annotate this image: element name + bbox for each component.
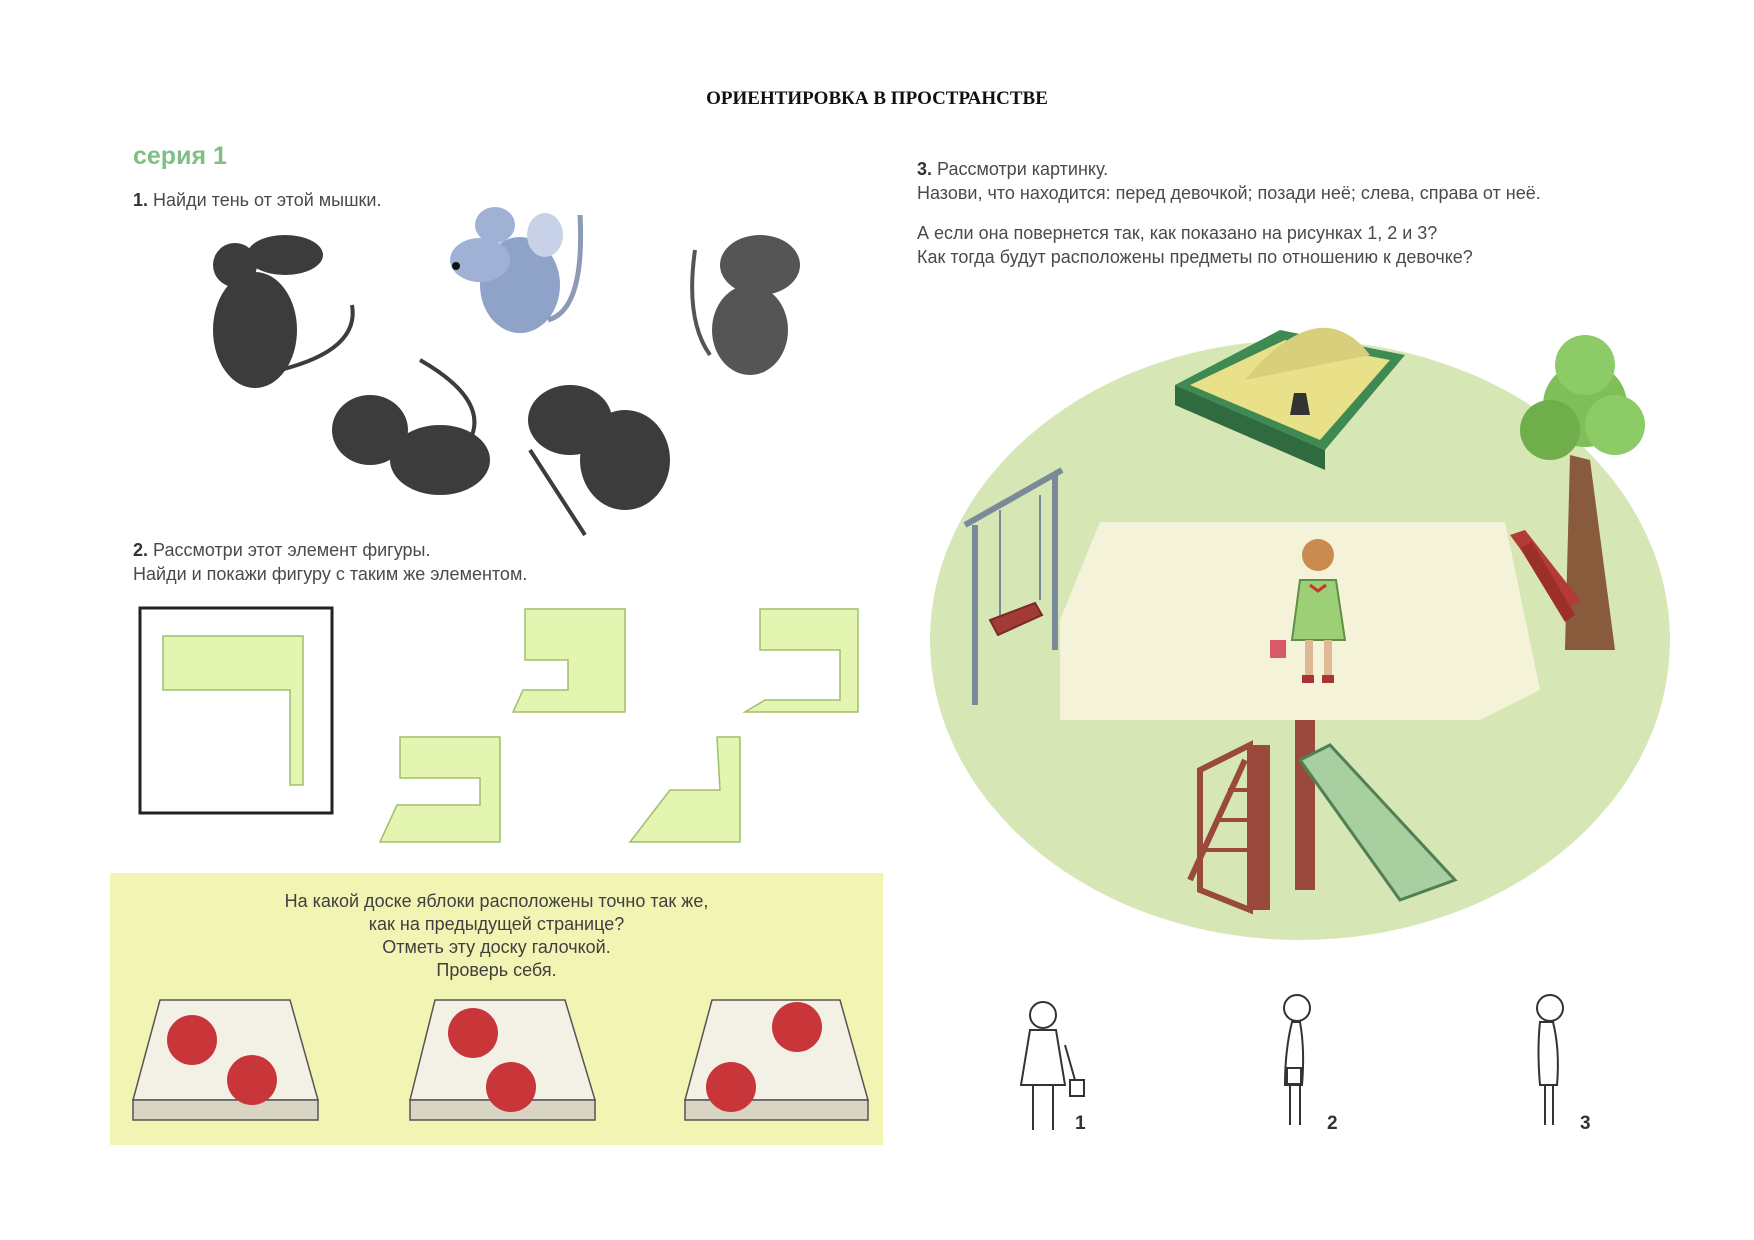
task-1-text: Найди тень от этой мышки. xyxy=(153,190,382,210)
pose-label-3: 3 xyxy=(1580,1113,1591,1134)
apple-task-line-1: На какой доске яблоки расположены точно так же, xyxy=(284,891,709,911)
pose-label-1: 1 xyxy=(1075,1113,1086,1134)
task-3-line-2: Назови, что находится: перед девочкой; позади неё; слева, справа от неё. xyxy=(917,183,1541,203)
task-3-line-4: Как тогда будут расположены предметы по отношению к девочке? xyxy=(917,247,1473,267)
task-1-number: 1. xyxy=(133,190,149,210)
task-3-line-1: Рассмотри картинку. xyxy=(937,159,1109,179)
task-3-line-3: А если она повернется так, как показано на рисунках 1, 2 и 3? xyxy=(917,223,1438,243)
apple-task-line-3: Отметь эту доску галочкой. xyxy=(382,937,611,957)
task-2-line-1: Рассмотри этот элемент фигуры. xyxy=(153,540,431,560)
page-title: ОРИЕНТИРОВКА В ПРОСТРАНСТВЕ xyxy=(706,88,1048,109)
pose-label-2: 2 xyxy=(1327,1113,1338,1134)
girl-pose-1 xyxy=(1021,1002,1084,1130)
girl-pose-2 xyxy=(1284,995,1310,1125)
task-3-number: 3. xyxy=(917,159,933,179)
series-label: серия 1 xyxy=(133,142,227,170)
task-2-line-2: Найди и покажи фигуру с таким же элементом. xyxy=(133,564,528,584)
girl-pose-3 xyxy=(1537,995,1563,1125)
apple-task-line-4: Проверь себя. xyxy=(436,960,557,980)
task-2-number: 2. xyxy=(133,540,149,560)
apple-task-line-2: как на предыдущей странице? xyxy=(368,914,625,934)
